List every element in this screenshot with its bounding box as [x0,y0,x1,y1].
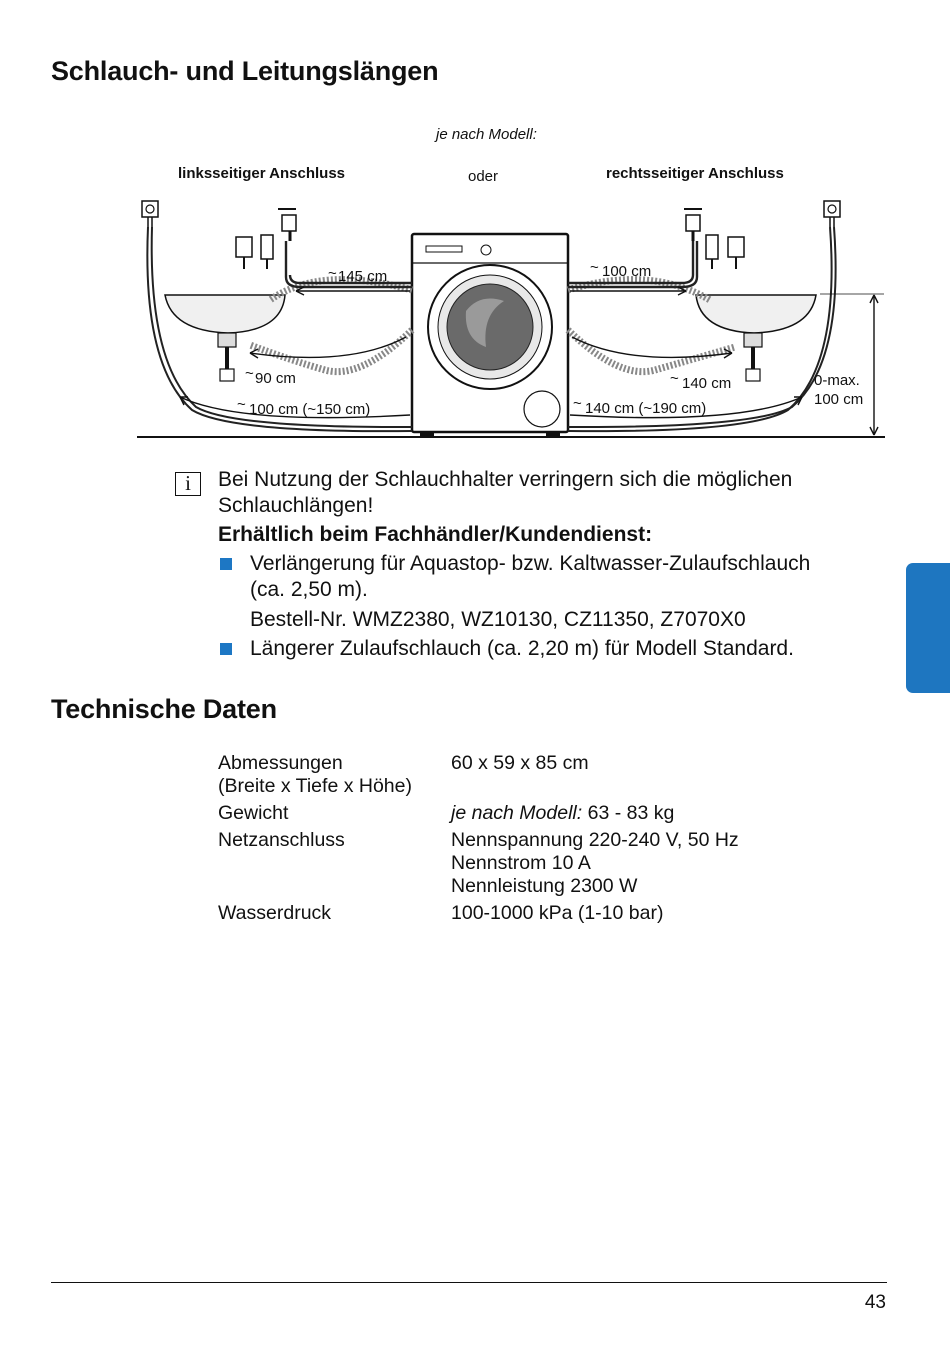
spec-value: 100-1000 kPa (1-10 bar) [451,902,664,924]
tilde-right-top: ~ [590,259,599,276]
spec-row-weight [218,802,818,825]
measure-right-mid: 140 cm [682,375,732,392]
spec-row-dimensions [218,752,818,798]
hose-length-diagram [120,115,900,450]
measure-height-line2: 100 cm [814,391,864,408]
tilde-left-bottom: ~ [237,396,246,413]
page-number: 43 [864,1292,886,1313]
measure-left-mid: 90 cm [255,370,296,387]
measure-left-top: 145 cm [338,268,388,285]
spec-label: Gewicht [218,802,289,824]
spec-value-line: Nennleistung 2300 W [451,875,638,897]
right-socket-icon [824,201,840,227]
spec-label-sub: (Breite x Tiefe x Höhe) [218,775,412,797]
item-order-numbers: Bestell-Nr. WMZ2380, WZ10130, CZ11350, Z7070X0 [250,608,746,631]
spec-value: 60 x 59 x 85 cm [451,752,589,774]
diagram-top-note: je nach Modell: [436,126,537,143]
bullet-square-icon [220,558,232,570]
specs-table [218,752,818,929]
left-socket-icon [142,201,158,227]
footer-divider [51,1282,887,1283]
item-line1: Verlängerung für Aquastop- bzw. Kaltwasser-Zulaufschlauch [250,552,811,575]
measure-height-line1: 0-max. [814,372,860,389]
spec-label: Wasserdruck [218,902,332,924]
spec-label [218,752,451,798]
hose-note [218,467,888,662]
left-sink-icon [165,295,285,381]
item-line2: (ca. 2,50 m). [250,578,368,601]
measure-right-bottom: 140 cm (~190 cm) [585,400,707,417]
spec-row-water-pressure [218,902,818,925]
item-line1: Längerer Zulaufschlauch (ca. 2,20 m) für Modell Standard. [250,637,794,660]
right-connection-caption: rechtsseitiger Anschluss [606,165,784,182]
washing-machine [412,234,568,437]
spec-value [451,802,818,825]
spec-value-text: 63 - 83 kg [587,802,675,824]
list-item [218,551,888,633]
spec-value-prefix: je nach Modell: [451,802,583,824]
right-sink-icon [696,295,816,381]
note-subheading: Erhältlich beim Fachhändler/Kundendienst: [218,523,653,546]
section-title-technical-data: Technische Daten [51,694,277,724]
spec-value-line: Nennstrom 10 A [451,852,591,874]
spec-value [451,829,818,898]
left-connection-caption: linksseitiger Anschluss [178,165,346,182]
accessory-list [218,551,888,662]
section-title-hose-lengths: Schlauch- und Leitungslängen [51,56,439,86]
tilde-right-mid: ~ [670,370,679,387]
or-caption: oder [468,168,499,185]
tilde-right-bottom: ~ [573,395,582,412]
list-item [218,636,888,662]
measure-right-top: 100 cm [602,263,652,280]
tilde-left-top: ~ [328,265,337,282]
chapter-side-tab [906,563,950,693]
tilde-left-mid: ~ [245,365,254,382]
spec-label: Netzanschluss [218,829,345,851]
measure-left-bottom: 100 cm (~150 cm) [249,401,371,418]
note-text: Bei Nutzung der Schlauchhalter verringern sich die möglichen Schlauchlängen! [218,468,793,517]
bullet-square-icon [220,643,232,655]
spec-value-line: Nennspannung 220-240 V, 50 Hz [451,829,739,851]
info-icon: i [175,472,201,496]
spec-label-text: Abmessungen [218,752,343,774]
spec-row-power [218,829,818,898]
